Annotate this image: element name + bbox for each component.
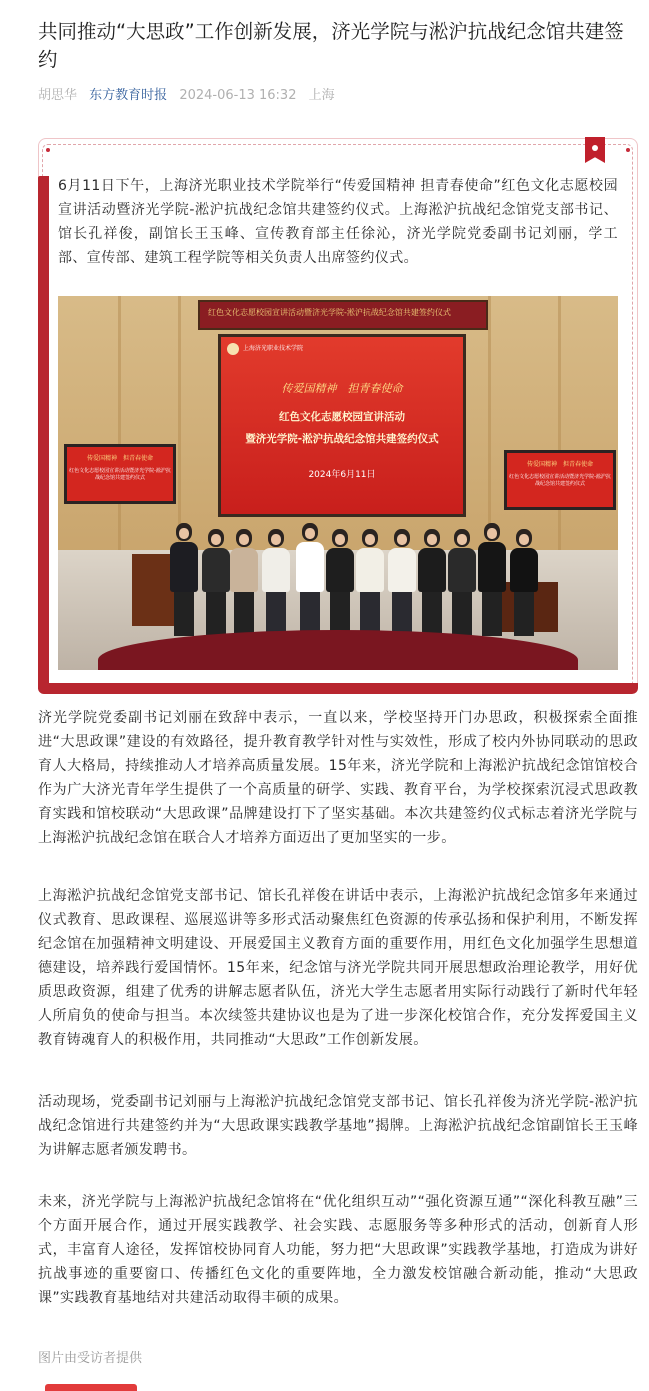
body-paragraph: 济光学院党委副书记刘丽在致辞中表示，一直以来，学校坚持开门办思政，积极探索全面推进“大思政课”建设的有效路径，提升教育教学针对性与实效性，形成了校内外协同联动的思政育人大格局，持续推动人才培养高质量发展。15年来，济光学院和上海淞沪抗战纪念馆馆校合作为广大济光青年学生提供了一个高质量的研学、实践、教育平台，为学校探索沉浸式思政教育实践和馆校联动“大思政课”品牌建设打下了坚实基础。本次共建签约仪式标志着济光学院与上海淞沪抗战纪念馆在联合人才培养方面迈出了更加坚实的一步。 <box>38 710 638 846</box>
lead-paragraph: 6月11日下午，上海济光职业技术学院举行“传爱国精神 担青春使命”红色文化志愿校园宣讲活动暨济光学院-淞沪抗战纪念馆共建签约仪式。上海淞沪抗战纪念馆党支部书记、馆长孔祥俊，副馆长王玉峰、宣传教育部主任徐沁，济光学院党委副书记刘丽，学工部、宣传部、建筑工程学院等相关负责人出席签约仪式。 <box>58 178 618 266</box>
card-bottom-bar <box>38 683 638 694</box>
author: 胡思华 <box>38 88 78 103</box>
left-side-sub: 红色文化志愿校园宣讲活动暨济光学院-淞沪抗战纪念馆共建签约仪式 <box>69 468 171 481</box>
screen-date: 2024年6月11日 <box>308 470 376 480</box>
person-figure <box>510 529 538 636</box>
wall-stripe <box>178 296 181 556</box>
screen-slogan: 传爱国精神 担青春使命 <box>281 382 403 395</box>
person-figure <box>448 529 476 636</box>
person-figure <box>202 529 230 636</box>
location: 上海 <box>308 88 335 103</box>
corner-dot <box>46 148 50 152</box>
person-figure <box>418 529 446 636</box>
right-side-screen <box>504 450 616 510</box>
person-figure <box>230 529 258 636</box>
right-side-sub: 红色文化志愿校园宣讲活动暨济光学院-淞沪抗战纪念馆共建签约仪式 <box>509 474 611 487</box>
publish-datetime: 2024-06-13 16:32 <box>179 88 297 103</box>
podium <box>132 554 174 626</box>
top-banner-text: 红色文化志愿校园宣讲活动暨济光学院-淞沪抗战纪念馆共建签约仪式 <box>208 308 451 317</box>
left-side-slogan: 传爱国精神 担青春使命 <box>86 455 153 462</box>
main-screen <box>218 334 466 517</box>
person-figure <box>262 529 290 636</box>
card-accent-bar <box>38 176 49 690</box>
photo-credit: 图片由受访者提供 <box>38 1351 143 1366</box>
person-figure <box>170 523 198 636</box>
person-figure <box>388 529 416 636</box>
body-paragraph: 活动现场，党委副书记刘丽与上海淞沪抗战纪念馆党支部书记、馆长孔祥俊为济光学院-淞沪抗战纪念馆进行共建签约并为“大思政课实践教学基地”揭牌。上海淞沪抗战纪念馆副馆长王玉峰为讲解志愿者颁发聘书。 <box>38 1094 638 1158</box>
right-side-slogan: 传爱国精神 担青春使命 <box>526 461 593 468</box>
wall-stripe <box>558 296 561 556</box>
person-figure <box>356 529 384 636</box>
source-link[interactable]: 东方教育时报 <box>89 88 168 103</box>
article-title: 共同推动“大思政”工作创新发展，济光学院与淞沪抗战纪念馆共建签约 <box>38 20 624 71</box>
wall-stripe <box>118 296 121 556</box>
screen-line1: 红色文化志愿校园宣讲活动 <box>279 411 405 423</box>
person-figure <box>296 523 324 636</box>
event-photo <box>58 296 618 670</box>
screen-school-name: 上海济光职业技术学院 <box>243 345 304 352</box>
left-side-screen <box>64 444 176 504</box>
school-logo-icon <box>227 343 239 355</box>
bottom-tab-indicator <box>45 1384 137 1391</box>
screen-line2: 暨济光学院-淞沪抗战纪念馆共建签约仪式 <box>245 433 439 445</box>
article-meta <box>38 84 343 103</box>
bookmark-dot <box>592 145 598 151</box>
wall-stripe <box>488 296 491 556</box>
body-paragraph: 上海淞沪抗战纪念馆党支部书记、馆长孔祥俊在讲话中表示，上海淞沪抗战纪念馆多年来通过仪式教育、思政课程、巡展巡讲等多形式活动聚焦红色资源的传承弘扬和保护利用，不断发挥纪念馆在加强精神文明建设、开展爱国主义教育方面的重要作用，用红色文化加强学生思想道德建设，培养践行爱国情怀。15年来，纪念馆与济光学院共同开展思想政治理论教学，用好优质思政资源，组建了优秀的讲解志愿者队伍，济光大学生志愿者用实际行动践行了新时代年轻人所肩负的使命与担当。本次续签共建协议也是为了进一步深化校馆合作，充分发挥爱国主义教育铸魂育人的积极作用，共同推动“大思政”工作创新发展。 <box>38 888 638 1048</box>
body-paragraph: 未来，济光学院与上海淞沪抗战纪念馆将在“优化组织互动”“强化资源互通”“深化科教互融”三个方面开展合作，通过开展实践教学、社会实践、志愿服务等多种形式的活动，创新育人形式，丰富育人途径，发挥馆校协同育人功能，努力把“大思政课”实践教学基地，打造成为讲好抗战事迹的重要窗口、传播红色文化的重要阵地，全力激发校馆融合新动能，推动“大思政课”实践教育基地结对共建活动取得丰硕的成果。 <box>38 1194 638 1306</box>
person-figure <box>478 523 506 636</box>
person-figure <box>326 529 354 636</box>
corner-dot <box>626 148 630 152</box>
